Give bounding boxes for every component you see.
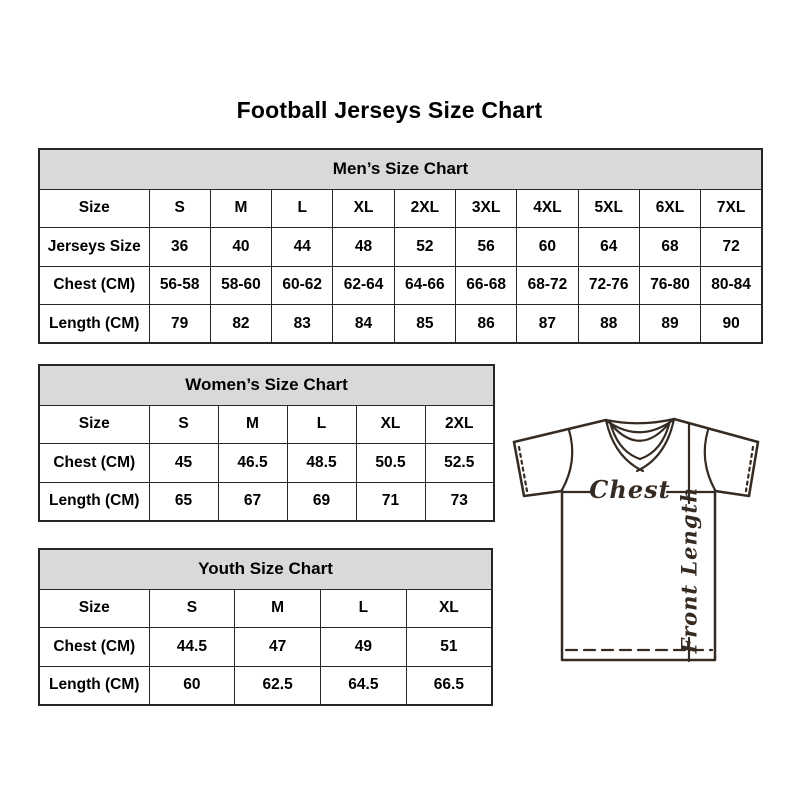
column-header-cell: M bbox=[218, 405, 287, 444]
row-label-cell: Size bbox=[39, 589, 149, 628]
mens-size-table bbox=[38, 148, 763, 344]
size-value-cell: 72 bbox=[701, 228, 762, 267]
size-value-cell: 52.5 bbox=[425, 444, 494, 483]
size-value-cell: 64-66 bbox=[394, 266, 455, 305]
row-label-cell: Chest (CM) bbox=[39, 266, 149, 305]
column-header-cell: 2XL bbox=[425, 405, 494, 444]
size-value-cell: 49 bbox=[321, 628, 407, 667]
size-value-cell: 71 bbox=[356, 482, 425, 521]
size-value-cell: 62.5 bbox=[235, 666, 321, 705]
size-value-cell: 47 bbox=[235, 628, 321, 667]
table-row bbox=[39, 189, 762, 228]
size-value-cell: 51 bbox=[406, 628, 492, 667]
front-length-label: Front Length bbox=[676, 486, 702, 654]
row-label-cell: Jerseys Size bbox=[39, 228, 149, 267]
right-armhole-seam bbox=[705, 430, 715, 490]
column-header-cell: 3XL bbox=[455, 189, 516, 228]
youth-size-table bbox=[38, 548, 493, 706]
column-header-cell: XL bbox=[356, 405, 425, 444]
column-header-cell: 2XL bbox=[394, 189, 455, 228]
size-value-cell: 48.5 bbox=[287, 444, 356, 483]
jersey-left-sleeve bbox=[514, 442, 562, 496]
size-value-cell: 45 bbox=[149, 444, 218, 483]
table-row bbox=[39, 305, 762, 344]
size-value-cell: 40 bbox=[210, 228, 271, 267]
jersey-left-shoulder-line bbox=[514, 420, 606, 442]
size-value-cell: 58-60 bbox=[210, 266, 271, 305]
size-value-cell: 82 bbox=[210, 305, 271, 344]
row-label-cell: Length (CM) bbox=[39, 482, 149, 521]
size-value-cell: 66-68 bbox=[455, 266, 516, 305]
size-value-cell: 48 bbox=[333, 228, 394, 267]
table-row bbox=[39, 628, 492, 667]
size-value-cell: 52 bbox=[394, 228, 455, 267]
size-value-cell: 44 bbox=[272, 228, 333, 267]
size-value-cell: 60 bbox=[517, 228, 578, 267]
size-value-cell: 60 bbox=[149, 666, 235, 705]
size-value-cell: 62-64 bbox=[333, 266, 394, 305]
size-value-cell: 87 bbox=[517, 305, 578, 344]
table-row bbox=[39, 589, 492, 628]
size-value-cell: 36 bbox=[149, 228, 210, 267]
size-value-cell: 56 bbox=[455, 228, 516, 267]
column-header-cell: S bbox=[149, 589, 235, 628]
row-label-cell: Length (CM) bbox=[39, 666, 149, 705]
chest-label: Chest bbox=[589, 475, 671, 504]
left-armhole-seam bbox=[562, 430, 572, 490]
column-header-cell: L bbox=[272, 189, 333, 228]
row-label-cell: Size bbox=[39, 189, 149, 228]
size-value-cell: 64 bbox=[578, 228, 639, 267]
column-header-cell: XL bbox=[333, 189, 394, 228]
size-value-cell: 90 bbox=[701, 305, 762, 344]
size-value-cell: 65 bbox=[149, 482, 218, 521]
size-value-cell: 76-80 bbox=[639, 266, 700, 305]
size-value-cell: 67 bbox=[218, 482, 287, 521]
size-value-cell: 60-62 bbox=[272, 266, 333, 305]
column-header-cell: L bbox=[321, 589, 407, 628]
size-value-cell: 68-72 bbox=[517, 266, 578, 305]
youth-table-title: Youth Size Chart bbox=[39, 549, 492, 589]
row-label-cell: Length (CM) bbox=[39, 305, 149, 344]
size-value-cell: 64.5 bbox=[321, 666, 407, 705]
table-row bbox=[39, 228, 762, 267]
size-value-cell: 44.5 bbox=[149, 628, 235, 667]
collar-top-edge bbox=[606, 419, 674, 423]
table-row bbox=[39, 482, 494, 521]
size-value-cell: 46.5 bbox=[218, 444, 287, 483]
column-header-cell: 5XL bbox=[578, 189, 639, 228]
size-value-cell: 72-76 bbox=[578, 266, 639, 305]
size-value-cell: 68 bbox=[639, 228, 700, 267]
column-header-cell: M bbox=[235, 589, 321, 628]
column-header-cell: M bbox=[210, 189, 271, 228]
size-value-cell: 84 bbox=[333, 305, 394, 344]
size-value-cell: 73 bbox=[425, 482, 494, 521]
table-row bbox=[39, 405, 494, 444]
column-header-cell: L bbox=[287, 405, 356, 444]
size-value-cell: 88 bbox=[578, 305, 639, 344]
table-row bbox=[39, 444, 494, 483]
size-value-cell: 80-84 bbox=[701, 266, 762, 305]
row-label-cell: Size bbox=[39, 405, 149, 444]
mens-table-title: Men’s Size Chart bbox=[39, 149, 762, 189]
size-value-cell: 86 bbox=[455, 305, 516, 344]
table-row bbox=[39, 266, 762, 305]
page-title: Football Jerseys Size Chart bbox=[236, 97, 543, 123]
size-value-cell: 50.5 bbox=[356, 444, 425, 483]
size-value-cell: 79 bbox=[149, 305, 210, 344]
column-header-cell: S bbox=[149, 189, 210, 228]
table-row bbox=[39, 666, 492, 705]
column-header-cell: S bbox=[149, 405, 218, 444]
row-label-cell: Chest (CM) bbox=[39, 628, 149, 667]
womens-size-table bbox=[38, 364, 495, 522]
jersey-right-shoulder-line bbox=[674, 419, 758, 442]
column-header-cell: 7XL bbox=[701, 189, 762, 228]
womens-table-title: Women’s Size Chart bbox=[39, 365, 494, 405]
size-value-cell: 69 bbox=[287, 482, 356, 521]
size-value-cell: 89 bbox=[639, 305, 700, 344]
jersey-measurement-diagram bbox=[500, 403, 785, 675]
column-header-cell: 6XL bbox=[639, 189, 700, 228]
size-value-cell: 85 bbox=[394, 305, 455, 344]
size-value-cell: 83 bbox=[272, 305, 333, 344]
size-value-cell: 56-58 bbox=[149, 266, 210, 305]
row-label-cell: Chest (CM) bbox=[39, 444, 149, 483]
column-header-cell: 4XL bbox=[517, 189, 578, 228]
size-value-cell: 66.5 bbox=[406, 666, 492, 705]
column-header-cell: XL bbox=[406, 589, 492, 628]
